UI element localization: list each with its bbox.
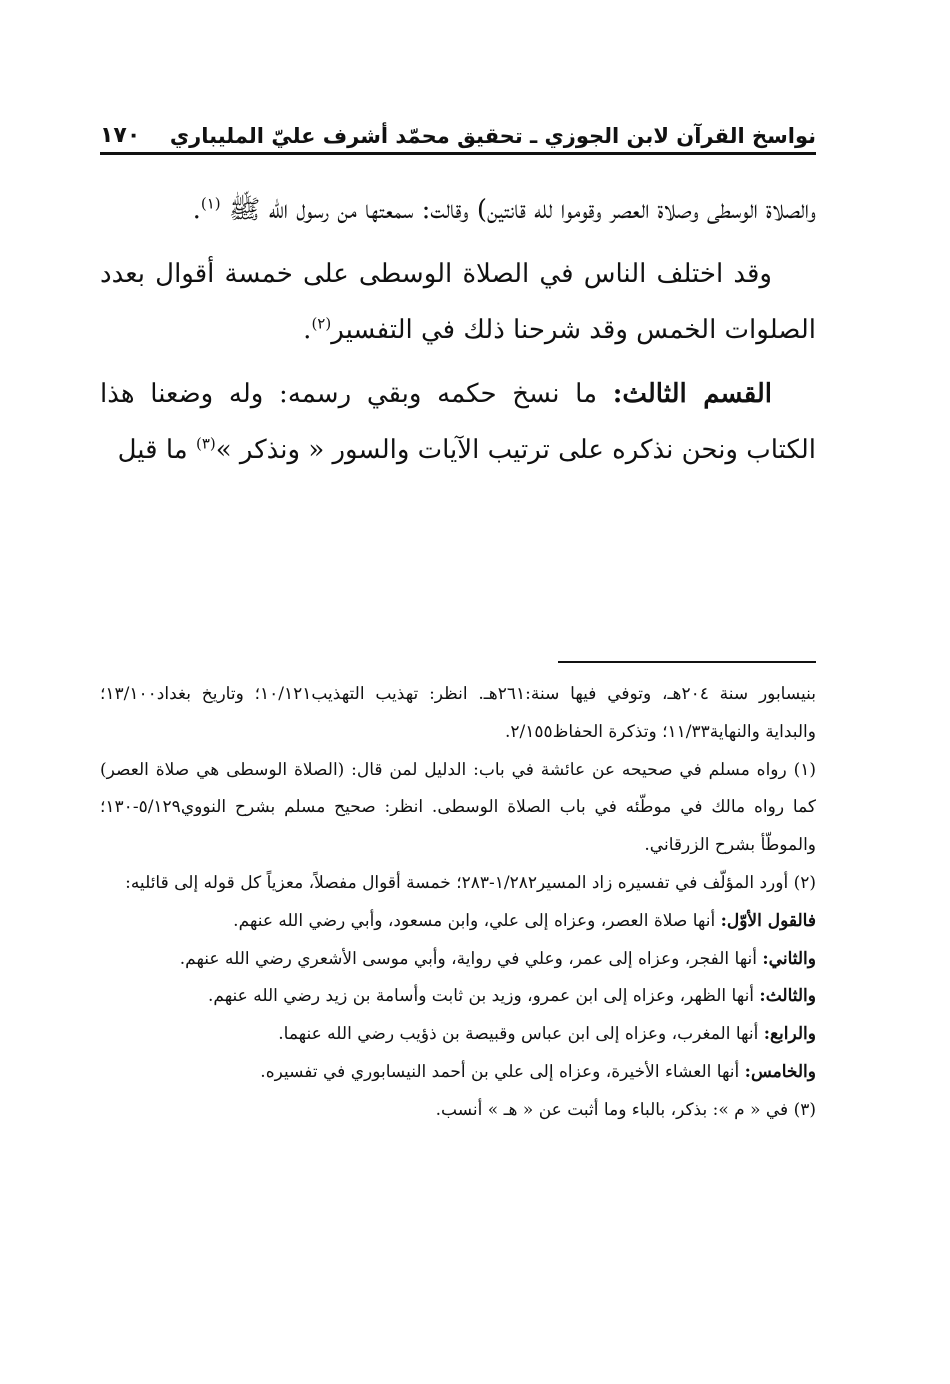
- paragraph-1: [100, 182, 816, 238]
- section-label: القسم الثالث:: [612, 379, 773, 409]
- paragraph-3: [100, 366, 816, 478]
- footnote-1: (١) رواه مسلم في صحيحه عن عائشة في باب: الدليل لمن قال: (الصلاة الوسطى هي صلاة العصر) كما رواه مالك في موطّئه في باب الصلاة الوسطى. انظر: صحيح مسلم بشرح النووي٥/١٢٩-١٣٠؛ والموطّأ بشرح الزرقاني.: [100, 759, 816, 856]
- footnote-3: (٣) في « م »: بذكر، بالباء وما أثبت عن « هـ » أنسب.: [435, 1099, 816, 1120]
- paragraph-1-text: والصلاة الوسطى وصلاة العصر وقوموا لله قانتين) وقالت: سمعتها من رسول الله ﷺ: [228, 195, 816, 225]
- footnote-ref-2: (٢): [311, 314, 332, 333]
- opinion-2-label: والثاني:: [762, 948, 816, 969]
- footnote-carryover: بنيسابور سنة ٢٠٤هـ، وتوفي فيها سنة:٢٦١هـ. انظر: تهذيب التهذيب١٠/١٢١؛ وتاريخ بغداد١٣/١٠٠؛ والبداية والنهاية١١/٣٣؛ وتذكرة الحفاظ٢/١٥٥.: [100, 684, 817, 742]
- footnote-2-opinion-5: [100, 1054, 816, 1092]
- opinion-3-text: أنها الظهر، وعزاه إلى ابن عمرو، وزيد بن ثابت وأسامة بن زيد رضي الله عنهم.: [207, 986, 760, 1007]
- header-title: نواسخ القرآن لابن الجوزي ـ تحقيق محمّد أشرف عليّ المليباري: [169, 124, 816, 148]
- footnote-separator: [558, 661, 816, 663]
- paragraph-3-text-b: ما قيل: [117, 435, 196, 465]
- paragraph-3-text-a: ما نسخ حكمه وبقي رسمه: وله وضعنا هذا الكتاب ونحن نذكره على ترتيب الآيات والسور « ونذكر »: [100, 379, 816, 465]
- footnote-2-opinion-2: [100, 941, 816, 979]
- footnote-2: (٢) أورد المؤلّف في تفسيره زاد المسير١/٢٨٢-٢٨٣؛ خمسة أقوال مفصلاً، معزياً كل قوله إلى قائليه:: [125, 872, 816, 893]
- footnote-2-opinion-3: [100, 978, 816, 1016]
- paragraph-2-end: .: [303, 315, 312, 345]
- opinion-1-label: فالقول الأوّل:: [720, 910, 816, 931]
- footnote-2-opinion-1: [100, 903, 816, 941]
- footnote-2-opinion-4: [100, 1016, 816, 1054]
- footnotes: [100, 676, 816, 1130]
- paragraph-2: [100, 246, 816, 358]
- opinion-2-text: أنها الفجر، وعزاه إلى عمر، وعلي في رواية، وأبي موسى الأشعري رضي الله عنهم.: [179, 948, 763, 969]
- opinion-1-text: أنها صلاة العصر، وعزاه إلى علي، وابن مسعود، وأبي رضي الله عنهم.: [233, 910, 721, 931]
- footnote-ref-3: (٣): [195, 434, 216, 453]
- book-page: [100, 108, 816, 1308]
- paragraph-1-end: .: [192, 195, 201, 225]
- main-text: [100, 182, 816, 486]
- opinion-5-label: والخامس:: [744, 1061, 816, 1082]
- page-number: ١٧٠: [100, 123, 141, 148]
- opinion-5-text: أنها العشاء الأخيرة، وعزاه إلى علي بن أحمد النيسابوري في تفسيره.: [260, 1061, 745, 1082]
- opinion-4-label: والرابع:: [763, 1024, 816, 1045]
- opinion-3-label: والثالث:: [759, 986, 816, 1007]
- header-rule: [100, 152, 816, 155]
- running-header: [100, 108, 816, 148]
- footnote-ref-1: (١): [200, 194, 221, 213]
- paragraph-2-text: وقد اختلف الناس في الصلاة الوسطى على خمسة أقوال بعدد الصلوات الخمس وقد شرحنا ذلك في التفسير: [100, 259, 816, 345]
- opinion-4-text: أنها المغرب، وعزاه إلى ابن عباس وقبيصة بن ذؤيب رضي الله عنهما.: [278, 1024, 764, 1045]
